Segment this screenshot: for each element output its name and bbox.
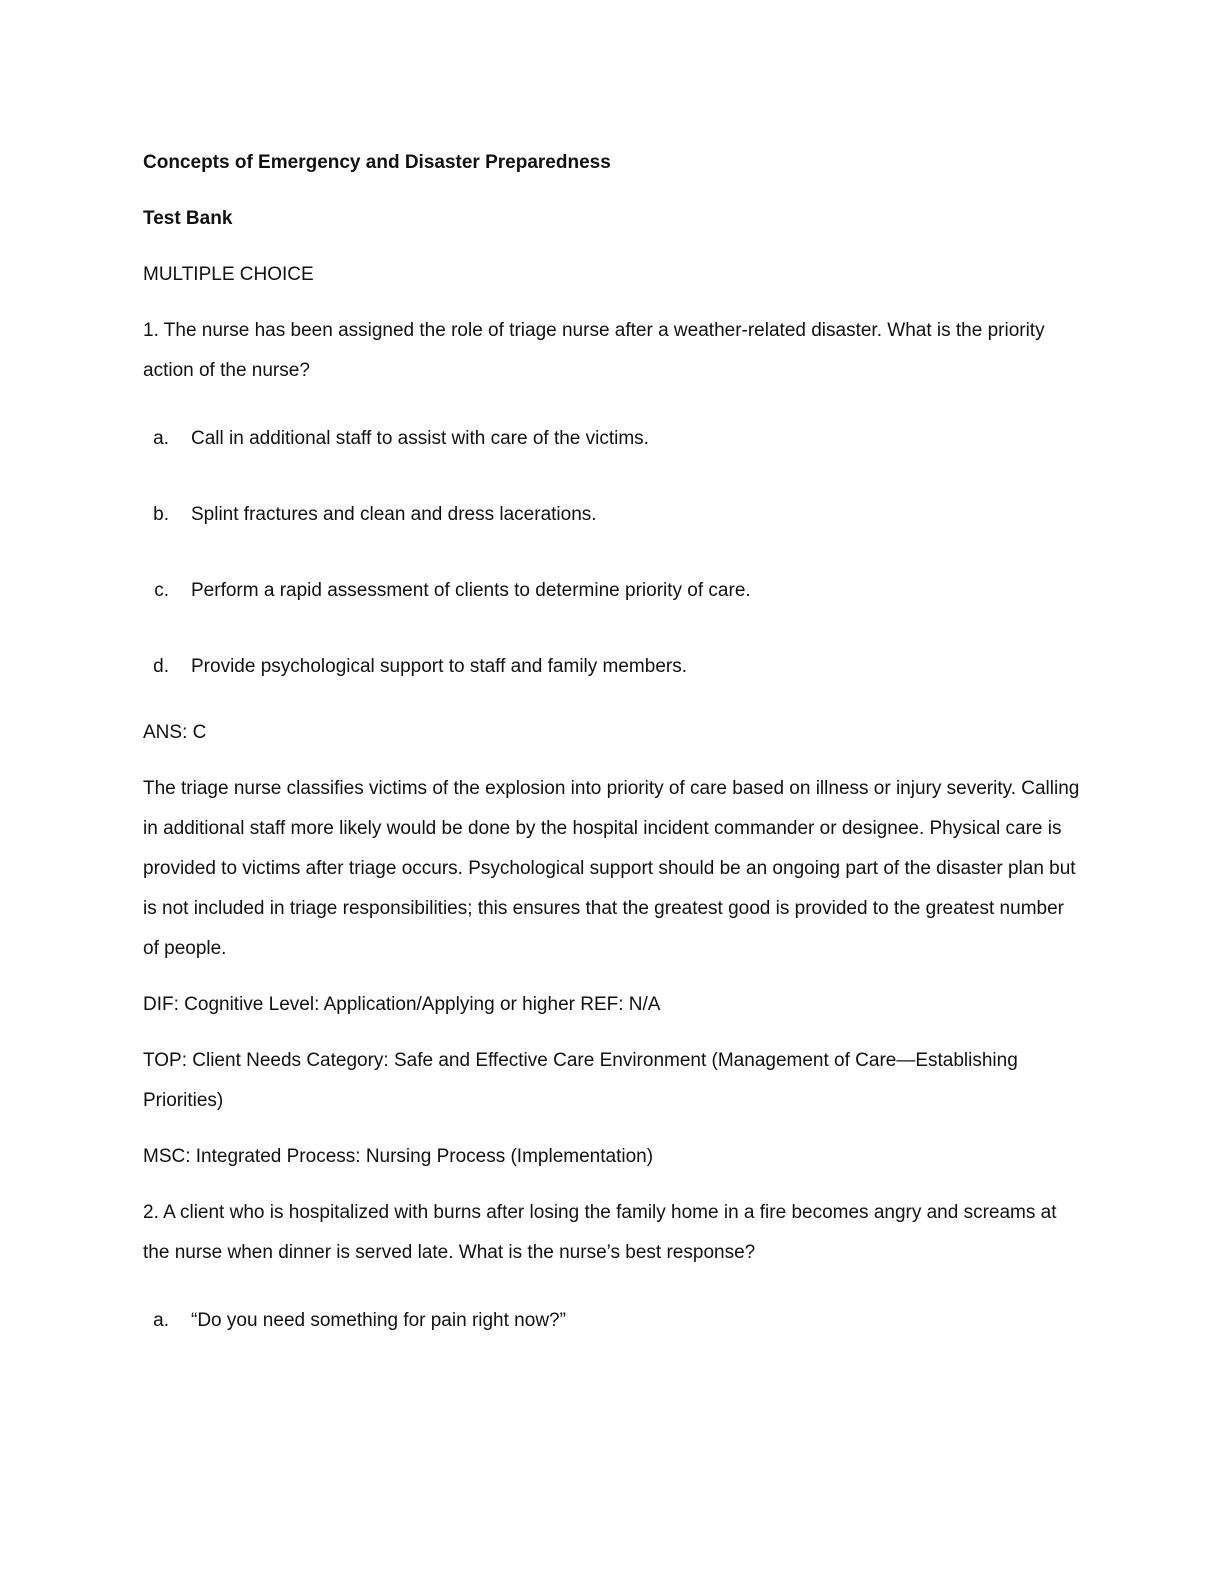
option-letter: d. xyxy=(153,656,169,677)
document-content xyxy=(143,143,1083,1367)
question-1-answer: ANS: C xyxy=(143,722,207,743)
option-text: Provide psychological support to staff and family members. xyxy=(191,656,687,677)
question-2-options xyxy=(143,1301,1083,1341)
option-text: Perform a rapid assessment of clients to determine priority of care. xyxy=(191,580,751,601)
question-1-msc: MSC: Integrated Process: Nursing Process (Implementation) xyxy=(143,1146,654,1167)
option-text: “Do you need something for pain right now?” xyxy=(191,1310,566,1331)
question-1-option-d xyxy=(143,647,1083,687)
option-letter: c. xyxy=(154,580,169,601)
section-heading: MULTIPLE CHOICE xyxy=(143,264,314,285)
option-letter: a. xyxy=(153,1310,169,1331)
question-1-stem: 1. The nurse has been assigned the role of triage nurse after a weather-related disaster. What is the priority action of the nurse? xyxy=(143,320,1045,381)
question-2-option-a xyxy=(143,1301,1083,1341)
option-text: Splint fractures and clean and dress lacerations. xyxy=(191,504,597,525)
option-letter: b. xyxy=(153,504,169,525)
question-1-rationale: The triage nurse classifies victims of the explosion into priority of care based on illness or injury severity. Calling in additional staff more likely would be done by the hospital incident commander or designee. Physical care is provided to victims after triage occurs. Psychological support should be an ongoing part of the disaster plan but is not included in triage responsibilities; this ensures that the greatest good is provided to the greatest number of people. xyxy=(143,778,1080,959)
question-1-option-c xyxy=(143,571,1083,611)
option-letter: a. xyxy=(153,428,169,449)
document-subtitle: Test Bank xyxy=(143,208,233,229)
question-1-difficulty: DIF: Cognitive Level: Application/Applying or higher REF: N/A xyxy=(143,994,661,1015)
option-text: Call in additional staff to assist with care of the victims. xyxy=(191,428,649,449)
question-2-stem: 2. A client who is hospitalized with burns after losing the family home in a fire becomes angry and screams at the nurse when dinner is served late. What is the nurse’s best response? xyxy=(143,1202,1057,1263)
question-1-option-a xyxy=(143,419,1083,459)
question-1-topic: TOP: Client Needs Category: Safe and Effective Care Environment (Management of Care—Establishing Priorities) xyxy=(143,1050,1018,1111)
question-1-options xyxy=(143,419,1083,687)
document-title: Concepts of Emergency and Disaster Preparedness xyxy=(143,152,611,173)
question-1-option-b xyxy=(143,495,1083,535)
